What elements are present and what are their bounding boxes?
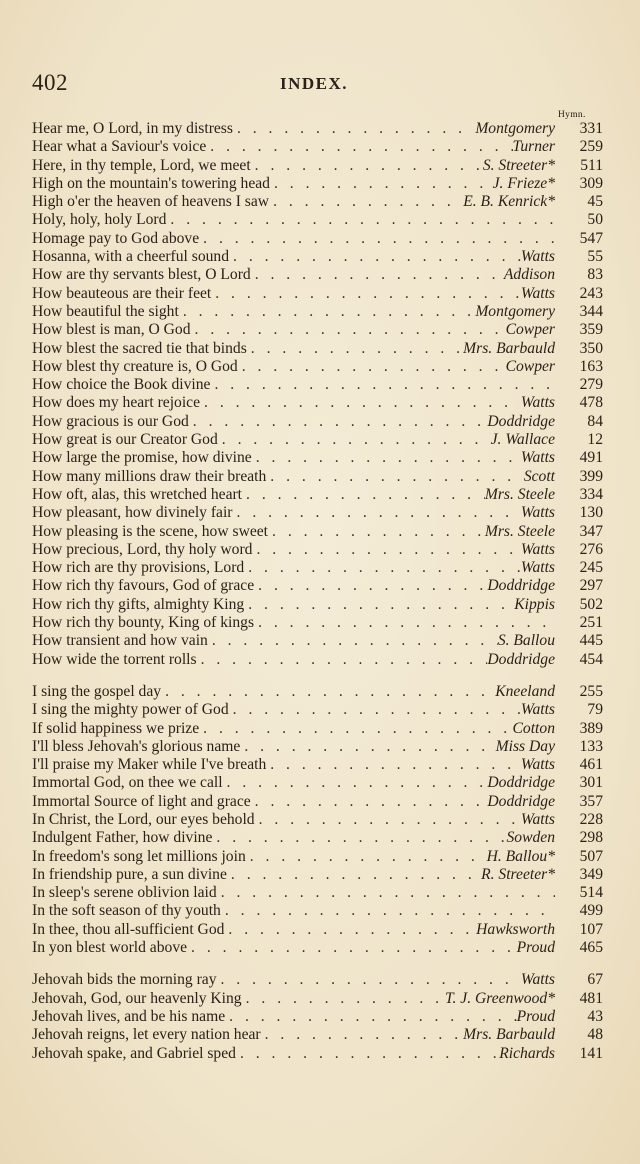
hymn-number: 347	[579, 522, 603, 540]
hymn-author: Hawksworth	[476, 920, 555, 938]
page-header	[32, 70, 596, 100]
hymn-number: 465	[579, 939, 603, 957]
dot-leader	[238, 358, 506, 376]
hymn-author: Doddridge	[487, 774, 555, 792]
hymn-number: 331	[579, 120, 603, 137]
running-title: INDEX.	[279, 74, 349, 93]
hymn-author: Miss Day	[495, 737, 555, 755]
hymn-number: 43	[587, 1007, 603, 1025]
index-group	[32, 971, 603, 1062]
hymn-first-line: How blest the sacred tie that binds	[32, 339, 247, 357]
hymn-first-line: In friendship pure, a sun divine	[32, 865, 227, 883]
hymn-author: Watts	[520, 559, 555, 577]
hymn-author: Addison	[503, 266, 555, 284]
dot-leader	[224, 921, 476, 939]
index-entry	[32, 939, 603, 957]
hymn-first-line: How many millions draw their breath	[32, 467, 267, 485]
dot-leader	[246, 848, 487, 866]
dot-leader	[244, 596, 514, 614]
hymn-author: S. Streeter*	[482, 156, 555, 174]
hymn-number: 251	[579, 614, 603, 632]
hymn-number: 130	[579, 504, 603, 522]
hymn-first-line: Jehovah lives, and be his name	[32, 1007, 226, 1025]
hymn-first-line: How rich thy bounty, King of kings	[32, 614, 255, 632]
index-entry	[32, 358, 603, 376]
hymn-number: 107	[579, 920, 603, 938]
index-entry	[32, 394, 603, 412]
index-entry	[32, 971, 603, 989]
index-entry	[32, 793, 603, 811]
index-entry	[32, 138, 603, 156]
hymn-first-line: Jehovah bids the morning ray	[32, 971, 217, 989]
dot-leader	[208, 632, 498, 650]
hymn-author: Mrs. Barbauld	[463, 339, 555, 357]
dot-leader	[191, 321, 506, 339]
hymn-number: 461	[579, 756, 603, 774]
hymn-author: Montgomery	[475, 120, 555, 137]
dot-leader	[227, 866, 481, 884]
hymn-author: E. B. Kenrick*	[463, 193, 555, 211]
dot-leader	[261, 1026, 464, 1044]
index-entry	[32, 651, 603, 669]
hymn-number: 389	[579, 719, 603, 737]
hymn-number: 547	[579, 229, 603, 247]
hymn-author: Kneeland	[495, 682, 555, 700]
dot-leader	[199, 720, 512, 738]
page-number: 402	[32, 70, 68, 95]
hymn-first-line: Jehovah reigns, let every nation hear	[32, 1026, 261, 1044]
dot-leader	[252, 541, 520, 559]
index-entry	[32, 848, 603, 866]
dot-leader	[217, 971, 521, 989]
hymn-author: Mrs. Barbauld	[463, 1026, 555, 1044]
dot-leader	[199, 230, 555, 248]
hymn-number: 297	[579, 577, 603, 595]
hymn-number: 245	[579, 559, 603, 577]
hymn-author: J. Wallace	[490, 431, 555, 449]
hymn-first-line: How great is our Creator God	[32, 431, 218, 449]
hymn-number: 399	[579, 467, 603, 485]
hymn-first-line: In Christ, the Lord, our eyes behold	[32, 810, 255, 828]
index-entry	[32, 811, 603, 829]
hymn-number: 243	[579, 284, 603, 302]
hymn-number: 491	[579, 449, 603, 467]
dot-leader	[247, 340, 463, 358]
dot-leader	[189, 413, 488, 431]
index-entry	[32, 884, 603, 902]
hymn-author: Watts	[520, 756, 555, 774]
index-entry	[32, 921, 603, 939]
hymn-number: 454	[579, 650, 603, 668]
hymn-number: 359	[579, 321, 603, 339]
hymn-number: 133	[579, 737, 603, 755]
dot-leader	[218, 431, 491, 449]
hymn-author: Turner	[512, 138, 555, 156]
index-entry	[32, 632, 603, 650]
dot-leader	[251, 793, 488, 811]
hymn-number: 298	[579, 829, 603, 847]
dot-leader	[233, 120, 475, 138]
hymn-author: Doddridge	[487, 650, 555, 668]
index-entry	[32, 486, 603, 504]
dot-leader	[255, 811, 521, 829]
hymn-first-line: I'll praise my Maker while I've breath	[32, 756, 267, 774]
hymn-number: 514	[579, 884, 603, 902]
index-group	[32, 120, 603, 669]
hymn-first-line: How wide the torrent rolls	[32, 650, 197, 668]
hymn-author: Watts	[520, 504, 555, 522]
hymn-author: Proud	[516, 939, 555, 957]
hymn-number: 228	[579, 810, 603, 828]
index-entry	[32, 829, 603, 847]
hymn-author: J. Frieze*	[492, 174, 555, 192]
dot-leader	[242, 486, 485, 504]
dot-leader	[225, 1008, 516, 1026]
hymn-first-line: How precious, Lord, thy holy word	[32, 540, 253, 558]
dot-leader	[229, 248, 521, 266]
dot-leader	[254, 614, 555, 632]
hymn-first-line: How pleasant, how divinely fair	[32, 504, 233, 522]
hymn-first-line: How rich are thy provisions, Lord	[32, 559, 245, 577]
index-entry	[32, 230, 603, 248]
index-entry	[32, 248, 603, 266]
hymn-author: Watts	[520, 971, 555, 989]
hymn-number: 83	[587, 266, 603, 284]
hymn-number: 141	[579, 1044, 603, 1062]
index-entry	[32, 1026, 603, 1044]
dot-leader	[269, 193, 463, 211]
hymn-first-line: I sing the gospel day	[32, 682, 162, 700]
index-entry	[32, 596, 603, 614]
hymn-first-line: How gracious is our God	[32, 412, 189, 430]
index-entry	[32, 577, 603, 595]
index-group	[32, 683, 603, 957]
hymn-author: Richards	[499, 1044, 555, 1062]
hymn-number: 511	[580, 156, 603, 174]
dot-leader	[166, 211, 555, 229]
dot-leader	[242, 990, 445, 1008]
hymn-first-line: Hear what a Saviour's voice	[32, 138, 207, 156]
dot-leader	[251, 266, 504, 284]
hymn-number: 163	[579, 357, 603, 375]
index-entry	[32, 720, 603, 738]
hymn-number: 79	[587, 701, 603, 719]
hymn-number: 357	[579, 792, 603, 810]
hymn-number: 502	[579, 595, 603, 613]
hymn-number: 309	[579, 174, 603, 192]
dot-leader	[210, 376, 555, 394]
hymn-author: Cotton	[512, 719, 555, 737]
hymn-number: 301	[579, 774, 603, 792]
hymn-number: 350	[579, 339, 603, 357]
hymn-author: Watts	[520, 540, 555, 558]
hymn-number: 48	[587, 1026, 603, 1044]
hymn-number: 334	[579, 485, 603, 503]
hymn-first-line: Immortal God, on thee we call	[32, 774, 223, 792]
hymn-number: 84	[587, 412, 603, 430]
index-entry	[32, 559, 603, 577]
dot-leader	[266, 468, 524, 486]
index-entry	[32, 413, 603, 431]
hymn-first-line: How rich thy favours, God of grace	[32, 577, 255, 595]
hymn-number: 67	[587, 971, 603, 989]
hymn-number: 50	[587, 211, 603, 229]
index-entry	[32, 866, 603, 884]
index-entry	[32, 504, 603, 522]
dot-leader	[244, 559, 521, 577]
hymn-author: Mrs. Steele	[484, 485, 555, 503]
index-entry	[32, 902, 603, 920]
index-entry	[32, 614, 603, 632]
hymn-number: 481	[579, 989, 603, 1007]
hymn-first-line: In yon blest world above	[32, 939, 188, 957]
index-entry	[32, 523, 603, 541]
index-entry	[32, 683, 603, 701]
hymn-first-line: How beautiful the sight	[32, 302, 179, 320]
hymn-first-line: Holy, holy, holy Lord	[32, 211, 167, 229]
dot-leader	[223, 774, 488, 792]
dot-leader	[187, 939, 517, 957]
dot-leader	[254, 577, 487, 595]
hymn-author: R. Streeter*	[481, 865, 555, 883]
dot-leader	[268, 523, 485, 541]
dot-leader	[236, 1045, 499, 1063]
index-entry	[32, 120, 603, 138]
hymn-first-line: In thee, thou all-sufficient God	[32, 920, 225, 938]
index-entry	[32, 211, 603, 229]
hymn-number: 499	[579, 902, 603, 920]
hymn-author: H. Ballou*	[486, 847, 555, 865]
hymn-number: 349	[579, 865, 603, 883]
hymn-author: Kippis	[514, 595, 555, 613]
hymn-first-line: Indulgent Father, how divine	[32, 829, 213, 847]
hymn-author: Cowper	[505, 357, 555, 375]
index-list	[32, 120, 603, 1063]
hymn-number: 12	[587, 431, 603, 449]
hymn-number: 255	[579, 682, 603, 700]
hymn-author: Doddridge	[487, 412, 555, 430]
hymn-number: 45	[587, 193, 603, 211]
index-entry	[32, 157, 603, 175]
hymn-first-line: In freedom's song let millions join	[32, 847, 246, 865]
hymn-first-line: Jehovah, God, our heavenly King	[32, 989, 242, 1007]
hymn-first-line: How are thy servants blest, O Lord	[32, 266, 251, 284]
index-entry	[32, 449, 603, 467]
hymn-author: Watts	[520, 394, 555, 412]
hymn-author: Doddridge	[487, 792, 555, 810]
hymn-first-line: High on the mountain's towering head	[32, 174, 270, 192]
dot-leader	[251, 157, 483, 175]
index-entry	[32, 1008, 603, 1026]
hymn-first-line: Immortal Source of light and grace	[32, 792, 251, 810]
index-entry	[32, 175, 603, 193]
index-entry	[32, 468, 603, 486]
hymn-first-line: How oft, alas, this wretched heart	[32, 485, 243, 503]
hymn-first-line: How blest thy creature is, O God	[32, 357, 238, 375]
index-entry	[32, 1045, 603, 1063]
hymn-number: 344	[579, 302, 603, 320]
index-entry	[32, 774, 603, 792]
hymn-column-header: Hymn.	[558, 110, 586, 120]
hymn-first-line: Hosanna, with a cheerful sound	[32, 248, 230, 266]
hymn-author: T. J. Greenwood*	[444, 989, 555, 1007]
index-entry	[32, 701, 603, 719]
hymn-number: 55	[587, 248, 603, 266]
hymn-first-line: How does my heart rejoice	[32, 394, 201, 412]
index-entry	[32, 376, 603, 394]
dot-leader	[200, 394, 521, 412]
hymn-author: Mrs. Steele	[484, 522, 555, 540]
hymn-author: Doddridge	[487, 577, 555, 595]
index-entry	[32, 756, 603, 774]
dot-leader	[266, 756, 521, 774]
hymn-author: Watts	[520, 248, 555, 266]
hymn-author: Watts	[520, 284, 555, 302]
hymn-first-line: Homage pay to God above	[32, 229, 200, 247]
index-entry	[32, 285, 603, 303]
dot-leader	[161, 683, 495, 701]
hymn-first-line: If solid happiness we prize	[32, 719, 200, 737]
dot-leader	[217, 884, 555, 902]
hymn-number: 276	[579, 540, 603, 558]
hymn-author: Watts	[520, 810, 555, 828]
index-entry	[32, 738, 603, 756]
hymn-first-line: Jehovah spake, and Gabriel sped	[32, 1044, 236, 1062]
hymn-first-line: How beauteous are their feet	[32, 284, 212, 302]
hymn-first-line: How blest is man, O God	[32, 321, 191, 339]
dot-leader	[211, 285, 521, 303]
hymn-number: 478	[579, 394, 603, 412]
dot-leader	[197, 651, 488, 669]
hymn-first-line: Hear me, O Lord, in my distress	[32, 120, 233, 137]
index-entry	[32, 193, 603, 211]
hymn-first-line: In sleep's serene oblivion laid	[32, 884, 217, 902]
hymn-number: 507	[579, 847, 603, 865]
hymn-first-line: I'll bless Jehovah's glorious name	[32, 737, 241, 755]
dot-leader	[240, 738, 495, 756]
index-entry	[32, 303, 603, 321]
hymn-first-line: How transient and how vain	[32, 632, 208, 650]
dot-leader	[206, 138, 512, 156]
hymn-first-line: I sing the mighty power of God	[32, 701, 229, 719]
hymn-first-line: High o'er the heaven of heavens I saw	[32, 193, 270, 211]
dot-leader	[212, 829, 506, 847]
hymn-first-line: How large the promise, how divine	[32, 449, 252, 467]
dot-leader	[179, 303, 475, 321]
index-entry	[32, 340, 603, 358]
hymn-author: Watts	[520, 449, 555, 467]
dot-leader	[229, 701, 521, 719]
index-entry	[32, 266, 603, 284]
hymn-number: 445	[579, 632, 603, 650]
index-entry	[32, 321, 603, 339]
hymn-author: S. Ballou	[497, 632, 555, 650]
index-entry	[32, 431, 603, 449]
hymn-author: Watts	[520, 701, 555, 719]
index-entry	[32, 990, 603, 1008]
index-entry	[32, 541, 603, 559]
hymn-first-line: Here, in thy temple, Lord, we meet	[32, 156, 251, 174]
dot-leader	[221, 902, 555, 920]
hymn-author: Scott	[523, 467, 555, 485]
hymn-first-line: How choice the Book divine	[32, 376, 211, 394]
hymn-author: Montgomery	[475, 302, 555, 320]
hymn-number: 279	[579, 376, 603, 394]
hymn-first-line: How rich thy gifts, almighty King	[32, 595, 245, 613]
hymn-first-line: In the soft season of thy youth	[32, 902, 221, 920]
hymn-author: Sowden	[506, 829, 555, 847]
hymn-number: 259	[579, 138, 603, 156]
hymn-author: Cowper	[505, 321, 555, 339]
dot-leader	[252, 449, 521, 467]
hymn-first-line: How pleasing is the scene, how sweet	[32, 522, 269, 540]
hymn-author: Proud	[516, 1007, 555, 1025]
dot-leader	[233, 504, 521, 522]
dot-leader	[270, 175, 493, 193]
